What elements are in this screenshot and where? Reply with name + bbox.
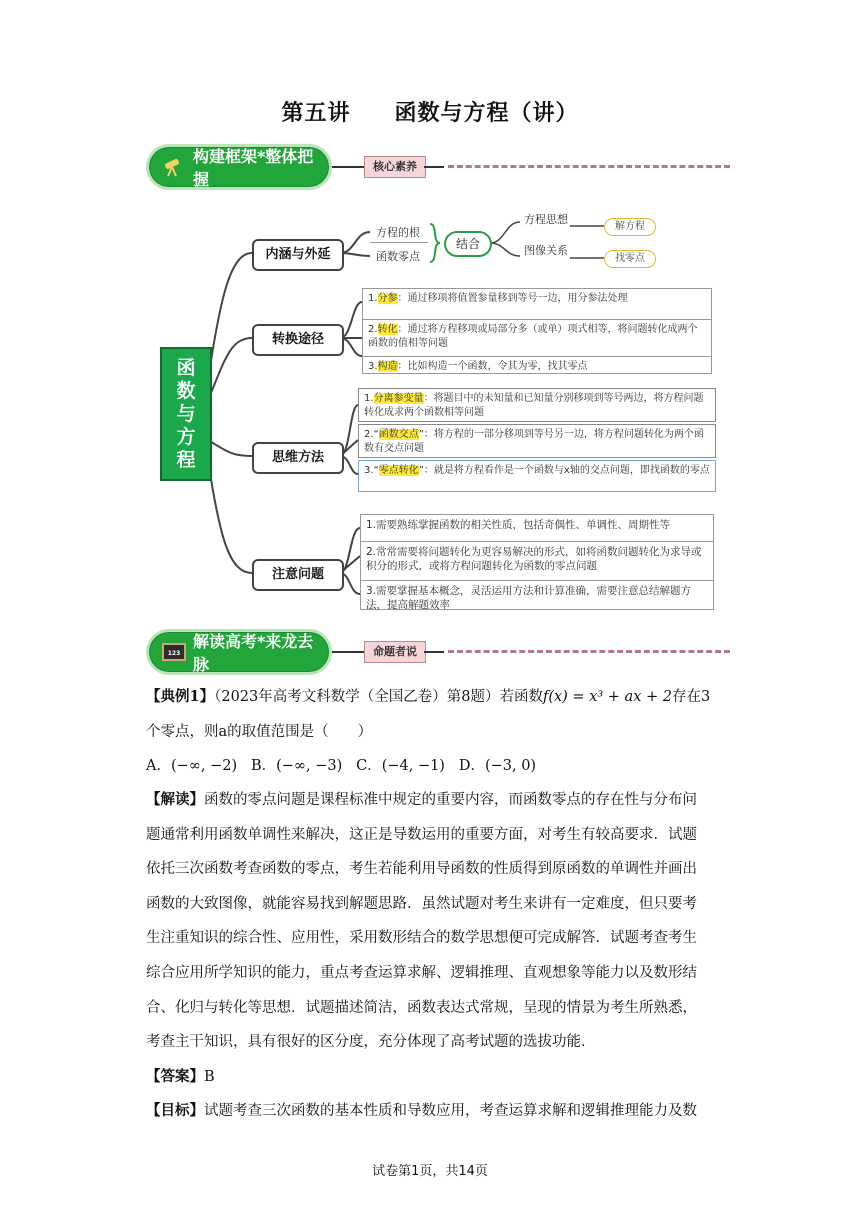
method-item-3: 3.“零点转化”：就是将方程看作是一个函数与x轴的交点问题，即找函数的零点 [358,460,716,492]
attention-item-3: 3.需要掌握基本概念，灵活运用方法和计算准确，需要注意总结解题方法，提高解题效率 [366,585,692,611]
section-banner-exam [146,629,332,675]
title-topic: 函数与方程（讲） [394,101,579,126]
banner-label: 构建框架*整体把握 [192,147,314,189]
item-equation-thinking: 方程思想 [524,213,568,226]
item-root-of-equation: 方程的根 [376,226,420,239]
node-connotation: 内涵与外延 [252,239,344,271]
attention-item-1: 1.需要熟练掌握函数的相关性质，包括奇偶性、单调性、周期性等 [361,515,713,542]
telescope-icon [161,156,187,178]
method-item-2: 2.“函数交点”：将方程的一部分移项到等号另一边，将方程问题转化为两个函数有交点问题 [358,424,716,458]
answer-line: 【答案】B [146,1067,215,1085]
example-line-2: 个零点，则a的取值范围是（ ） [146,723,373,740]
mindmap-root: 函 数 与 方 程 [160,347,212,481]
attention-box [360,514,714,610]
item-graph-relation: 图像关系 [524,244,568,257]
node-attention: 注意问题 [252,559,344,591]
goal-line: 【目标】试题考查三次函数的基本性质和导数应用，考查运算求解和逻辑推理能力及数 [146,1102,697,1120]
node-conversion: 转换途径 [252,324,344,356]
analysis-line: 【解读】函数的零点问题是课程标准中规定的重要内容，而函数零点的存在性与分布问 [146,791,697,808]
banner-label: 解读高考*来龙去脉 [192,632,314,674]
tag-connector [424,166,444,168]
page-footer: 试卷第1页，共14页 [372,1164,488,1179]
example-block [146,680,716,784]
banner-connector [332,651,364,653]
analysis-line: 合、化归与转化等思想．试题描述简洁，函数表达式常规，呈现的情景为考生所熟悉， [146,999,697,1016]
banner-connector [332,166,364,168]
blackboard-icon [161,641,187,663]
divider [370,242,428,243]
option-d: D．(−3, 0) [458,758,537,775]
example-options [146,749,716,784]
node-combine: 结合 [444,231,492,257]
title-lecture: 第五讲 [281,101,351,126]
analysis-line: 考查主干知识，具有很好的区分度，充分体现了高考试题的选拔功能． [146,1034,596,1051]
analysis-line: 综合应用所学知识的能力，重点考查运算求解、逻辑推理、直观想象等能力以及数形结 [146,964,697,981]
analysis-line: 题通常利用函数单调性来解决，这正是导数运用的重要方面，对考生有较高要求．试题 [146,826,697,843]
dashed-divider [448,165,730,168]
option-a: A．(−∞, −2) [146,758,238,775]
conversion-box [362,288,712,374]
tag-connector [424,651,444,653]
analysis-line: 生注重知识的综合性、应用性，采用数形结合的数学思想便可完成解答．试题考查考生 [146,930,697,947]
method-item-1: 1.分离参变量：将题目中的未知量和已知量分别移项到等号两边，将方程问题转化成求两个函数相等问题 [358,388,716,422]
svg-text:123: 123 [167,650,181,657]
example-line-1: 【典例1】（2023年高考文科数学（全国乙卷）第8题）若函数f(x) = x³ + ax + 2存在3 [146,688,711,705]
tag-core-literacy: 核心素养 [364,156,426,178]
conversion-item-3: 3.构造：比如构造一个函数，令其为零，找其零点 [368,361,588,372]
item-function-zero: 函数零点 [376,250,420,263]
attention-item-2: 2.常常需要将问题转化为更容易解决的形式，如将函数问题转化为求导或积分的形式，或将方程问题转化为函数的零点问题 [361,542,713,581]
dashed-divider [448,650,730,653]
answer-value: B [204,1068,215,1085]
node-thinking-method: 思维方法 [252,442,344,474]
tag-setter-says: 命题者说 [364,641,426,663]
analysis-line: 函数的大致图像，就能容易找到解题思路．虽然试题对考生来讲有一定难度，但只要考 [146,895,697,912]
section-banner-framework [146,144,332,190]
analysis-block [146,783,716,1129]
pill-find-zero: 找零点 [604,250,656,268]
conversion-item-2: 2.转化：通过将方程移项或局部分多（或单）项式相等，将问题转化成两个函数的值相等问题 [363,320,711,357]
option-c: C．(−4, −1) [356,758,445,775]
option-b: B．(−∞, −3) [250,758,343,775]
pill-solve-equation: 解方程 [604,218,656,236]
analysis-line: 依托三次函数考查函数的零点，考生若能利用导函数的性质得到原函数的单调性并画出 [146,861,697,878]
conversion-item-1: 1.分参：通过移项将值置参量移到等号一边，用分参法处理 [363,289,711,320]
example-formula: f(x) = x³ + ax + 2 [542,689,672,705]
